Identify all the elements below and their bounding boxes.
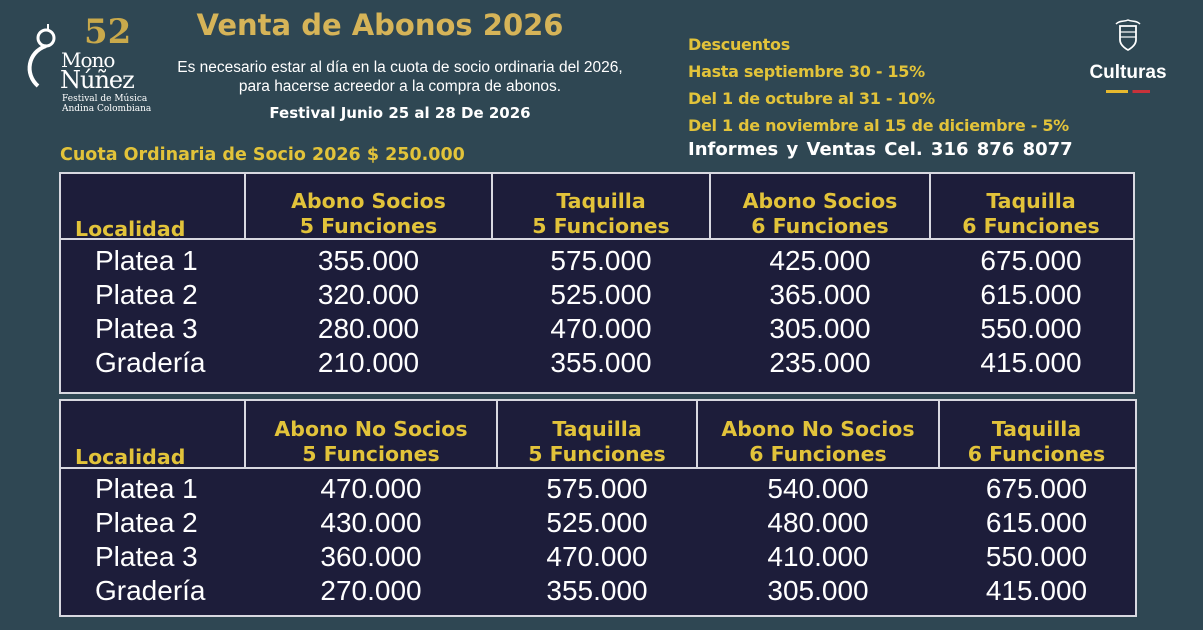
- cell-price: 270.000: [320, 575, 422, 606]
- discount-item: Hasta septiembre 30 - 15%: [688, 62, 925, 81]
- column-header-line: Abono No Socios: [721, 417, 915, 441]
- table-row: [61, 472, 1135, 506]
- logo-subtitle-line2: Andina Colombiana: [62, 104, 152, 114]
- cell-localidad: Platea 2: [95, 279, 198, 310]
- logo-number: 52: [84, 12, 132, 52]
- notice-text: [150, 58, 650, 96]
- column-header-line: Abono Socios: [742, 189, 898, 213]
- cell-price: 470.000: [320, 473, 422, 504]
- cell-price: 425.000: [769, 245, 871, 276]
- column-header-line: 5 Funciones: [532, 214, 670, 238]
- column-header-line: 6 Funciones: [751, 214, 889, 238]
- column-header-localidad: Localidad: [75, 445, 186, 469]
- column-header: [246, 189, 491, 239]
- header-divider: [61, 467, 1135, 469]
- notice-line-1: Es necesario estar al día en la cuota de socio ordinaria del 2026,: [177, 59, 623, 76]
- cell-price: 305.000: [767, 575, 869, 606]
- logo-subtitle: [62, 94, 151, 114]
- guitar-logo-icon: [18, 24, 62, 94]
- cell-price: 410.000: [767, 541, 869, 572]
- discounts-title: Descuentos: [688, 35, 790, 54]
- cell-price: 355.000: [550, 347, 652, 378]
- cell-price: 525.000: [550, 279, 652, 310]
- ministry-name: Culturas: [1089, 62, 1167, 83]
- column-header-line: 5 Funciones: [528, 442, 666, 466]
- membership-fee: Cuota Ordinaria de Socio 2026 $ 250.000: [60, 145, 465, 165]
- table-row: [61, 506, 1135, 540]
- cell-price: 305.000: [769, 313, 871, 344]
- logo-nunez: Núñez: [60, 66, 134, 94]
- coat-of-arms-icon: [1108, 18, 1148, 54]
- cell-price: 470.000: [546, 541, 648, 572]
- cell-price: 355.000: [546, 575, 648, 606]
- column-header-line: 6 Funciones: [962, 214, 1100, 238]
- cell-localidad: Platea 3: [95, 313, 198, 344]
- column-header-line: 6 Funciones: [749, 442, 887, 466]
- cell-localidad: Gradería: [95, 347, 206, 378]
- cell-price: 540.000: [767, 473, 869, 504]
- cell-price: 575.000: [546, 473, 648, 504]
- logo-subtitle-line1: Festival de Música: [62, 94, 148, 104]
- cell-localidad: Gradería: [95, 575, 206, 606]
- column-header-line: Taquilla: [552, 417, 642, 441]
- table-row: [61, 278, 1133, 312]
- prices-table-non-members: [59, 399, 1137, 617]
- cell-price: 235.000: [769, 347, 871, 378]
- cell-localidad: Platea 3: [95, 541, 198, 572]
- column-header-line: 6 Funciones: [967, 442, 1106, 466]
- column-header: [940, 417, 1133, 467]
- column-header-line: 5 Funciones: [299, 214, 438, 238]
- table-row: [61, 312, 1133, 346]
- cell-price: 525.000: [546, 507, 648, 538]
- festival-logo: [18, 10, 152, 115]
- cell-price: 355.000: [317, 245, 420, 276]
- column-header: [698, 417, 938, 467]
- column-header-line: 5 Funciones: [302, 442, 440, 466]
- cell-price: 615.000: [985, 507, 1088, 538]
- cell-price: 575.000: [550, 245, 652, 276]
- column-header-line: Taquilla: [556, 189, 646, 213]
- cell-price: 550.000: [980, 313, 1082, 344]
- cell-localidad: Platea 1: [95, 473, 198, 504]
- discounts-block: [688, 31, 1069, 139]
- cell-price: 320.000: [317, 279, 420, 310]
- column-header: [931, 189, 1131, 239]
- column-header: [493, 189, 709, 239]
- table-row: [61, 244, 1133, 278]
- prices-table-members: [59, 172, 1135, 394]
- discount-item: Del 1 de octubre al 31 - 10%: [688, 89, 935, 108]
- contact-info: Informes y Ventas Cel. 316 876 8077: [688, 139, 1073, 160]
- logo-mono: Mono: [61, 48, 115, 72]
- flag-stripe: [1106, 90, 1150, 93]
- notice-line-2: para hacerse acreedor a la compra de abonos.: [238, 78, 562, 95]
- cell-price: 550.000: [985, 541, 1088, 572]
- page-title: Venta de Abonos 2026: [196, 8, 564, 42]
- table-row: [61, 346, 1133, 380]
- cell-price: 430.000: [320, 507, 422, 538]
- discount-item: Del 1 de noviembre al 15 de diciembre - 5%: [688, 116, 1069, 135]
- cell-price: 280.000: [317, 313, 420, 344]
- column-header-localidad: Localidad: [75, 217, 186, 241]
- column-header-line: Abono Socios: [291, 189, 446, 213]
- festival-dates: Festival Junio 25 al 28 De 2026: [269, 104, 531, 122]
- column-header: [711, 189, 929, 239]
- cell-price: 415.000: [985, 575, 1088, 606]
- cell-price: 470.000: [550, 313, 652, 344]
- column-header: [498, 417, 696, 467]
- table-row: [61, 540, 1135, 574]
- column-header-line: Taquilla: [991, 417, 1082, 441]
- cell-price: 675.000: [980, 245, 1082, 276]
- column-header: [246, 417, 496, 467]
- cell-price: 365.000: [769, 279, 871, 310]
- cell-localidad: Platea 1: [95, 245, 198, 276]
- cell-price: 615.000: [980, 279, 1082, 310]
- cell-price: 210.000: [317, 347, 420, 378]
- cell-price: 415.000: [980, 347, 1082, 378]
- cell-price: 480.000: [767, 507, 869, 538]
- table-row: [61, 574, 1135, 608]
- cell-localidad: Platea 2: [95, 507, 198, 538]
- ministry-logo: [1078, 18, 1178, 93]
- column-header-line: Taquilla: [986, 189, 1076, 213]
- column-header-line: Abono No Socios: [274, 417, 468, 441]
- cell-price: 360.000: [320, 541, 422, 572]
- cell-price: 675.000: [985, 473, 1088, 504]
